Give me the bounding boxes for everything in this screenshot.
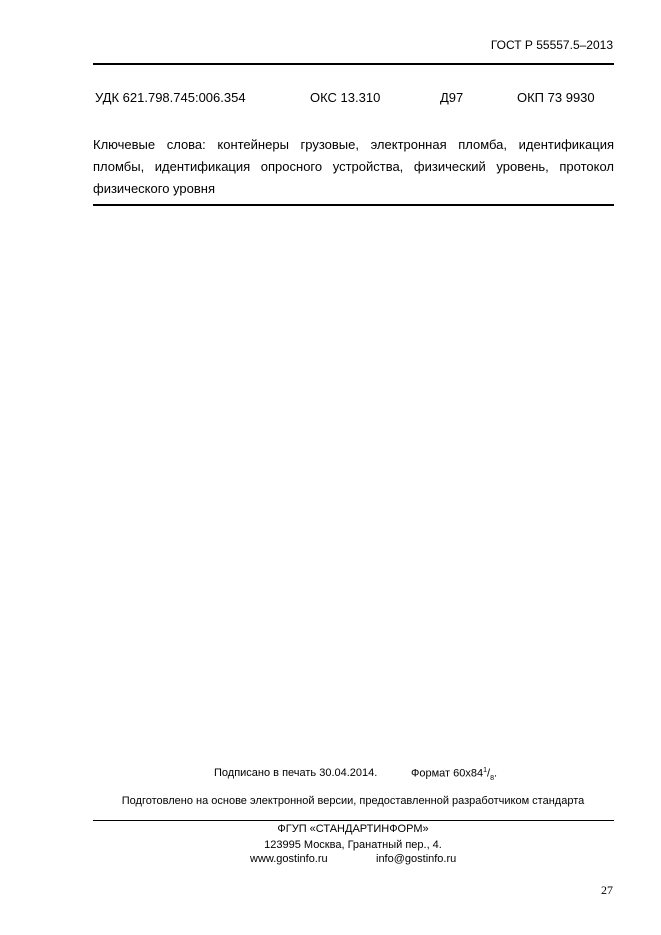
publisher-address: 123995 Москва, Гранатный пер., 4. — [264, 839, 442, 851]
standard-code: ГОСТ Р 55557.5–2013 — [490, 38, 613, 52]
group-code: Д97 — [440, 90, 464, 105]
keywords-divider — [93, 204, 614, 206]
page-number: 27 — [601, 883, 613, 897]
publisher-website: www.gostinfo.ru — [250, 853, 328, 865]
prepared-note: Подготовлено на основе электронной версии, предоставленной разработчиком стандарта — [121, 795, 585, 807]
oks-code: ОКС 13.310 — [310, 90, 381, 105]
udk-code: УДК 621.798.745:006.354 — [95, 90, 246, 105]
publisher-name: ФГУП «СТАНДАРТИНФОРМ» — [277, 823, 429, 835]
publisher-email: info@gostinfo.ru — [376, 853, 457, 865]
format-denominator: 8 — [490, 774, 494, 782]
footer-divider — [93, 820, 614, 821]
format-prefix: Формат 60х84 — [411, 767, 484, 780]
header-divider — [93, 63, 614, 65]
format-numerator: 1 — [483, 767, 488, 774]
okp-code: ОКП 73 9930 — [517, 90, 595, 105]
keywords-paragraph: Ключевые слова: контейнеры грузовые, электронная пломба, идентификация пломбы, идентификация опросного устройства, физический уровень, протокол физического уровня — [93, 137, 614, 196]
print-format: Формат $60х84^1/_8$. — [411, 767, 498, 782]
signed-for-print: Подписано в печать 30.04.2014. — [214, 767, 378, 779]
format-suffix: . — [493, 767, 498, 780]
